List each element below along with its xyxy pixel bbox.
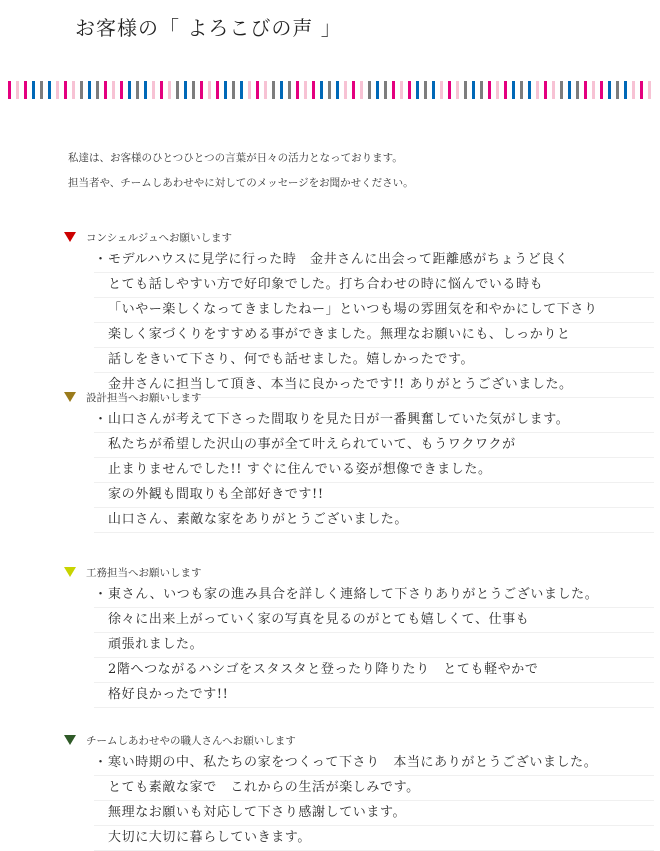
message-line [94,348,654,373]
message-line [94,633,654,658]
stripe-bar [56,81,59,99]
stripe-bar [8,81,11,99]
section-header [64,390,654,404]
stripe-bar [200,81,203,99]
section-construction [64,565,654,708]
stripe-bar [96,81,99,99]
triangle-marker-icon [64,392,76,402]
stripe-bar [152,81,155,99]
stripe-bar [560,81,563,99]
section-craftsmen [64,733,654,851]
stripe-bar [616,81,619,99]
message-line [94,433,654,458]
stripe-bar [240,81,243,99]
bullet-icon: ・ [94,587,108,602]
stripe-bar [168,81,171,99]
message-body [94,248,654,398]
message-line-text: 私たちが希望した沢山の事が全て叶えられていて、もうワクワクが [108,437,516,452]
message-line-text: 徐々に出来上がっていく家の写真を見るのがとても嬉しくて、仕事も [108,612,530,627]
stripe-bar [384,81,387,99]
message-line-text: 楽しく家づくりをすすめる事ができました。無理なお願いにも、しっかりと [108,327,571,342]
message-line-text: 山口さん、素敵な家をありがとうございました。 [108,512,408,527]
bullet-icon: ・ [94,412,108,427]
stripe-bar [440,81,443,99]
message-line-text: 格好良かったです!! [108,687,229,702]
message-line [94,483,654,508]
stripe-bar [392,81,395,99]
stripe-bar [88,81,91,99]
message-line [94,298,654,323]
color-stripe-divider [6,81,654,99]
page-title: お客様の「 よろこびの声 」 [75,16,342,40]
stripe-bar [512,81,515,99]
stripe-bar [424,81,427,99]
stripe-bar [160,81,163,99]
message-line [94,458,654,483]
stripe-bar [368,81,371,99]
stripe-bar [552,81,555,99]
stripe-bar [520,81,523,99]
stripe-bar [592,81,595,99]
stripe-bar [488,81,491,99]
intro-line-2: 担当者や、チームしあわせやに対してのメッセージをお聞かせください。 [68,177,414,189]
section-header [64,230,654,244]
stripe-bar [416,81,419,99]
stripe-bar [192,81,195,99]
stripe-bar [528,81,531,99]
message-line-text: モデルハウスに見学に行った時 金井さんに出会って距離感がちょうど良く [108,252,569,267]
message-line [94,608,654,633]
stripe-bar [472,81,475,99]
stripe-bar [272,81,275,99]
stripe-bar [568,81,571,99]
stripe-bar [72,81,75,99]
stripe-bar [120,81,123,99]
message-line [94,508,654,533]
message-line-text: とても話しやすい方で好印象でした。打ち合わせの時に悩んでいる時も [108,277,544,292]
stripe-bar [584,81,587,99]
message-line [94,776,654,801]
message-line [94,408,654,433]
section-label: 工務担当へお願いします [86,566,202,579]
stripe-bar [320,81,323,99]
stripe-bar [112,81,115,99]
bullet-icon: ・ [94,252,108,267]
message-line-text: 家の外観も間取りも全部好きです!! [108,487,324,502]
intro-text [68,146,414,196]
stripe-bar [208,81,211,99]
stripe-bar [448,81,451,99]
stripe-bar [64,81,67,99]
message-line [94,583,654,608]
stripe-bar [280,81,283,99]
stripe-bar [312,81,315,99]
stripe-bar [648,81,651,99]
section-header [64,733,654,747]
stripe-bar [376,81,379,99]
stripe-bar [632,81,635,99]
message-line-text: 「いやー楽しくなってきましたねー」といつも場の雰囲気を和やかにして下さり [108,302,598,317]
message-line [94,826,654,851]
message-body [94,583,654,708]
message-line-text: 話しをきいて下さり、何でも話せました。嬉しかったです。 [108,352,475,367]
stripe-bar [104,81,107,99]
message-line-text: とても素敵な家で これからの生活が楽しみです。 [108,780,420,795]
stripe-bar [288,81,291,99]
stripe-bar [464,81,467,99]
section-design [64,390,654,533]
message-line [94,751,654,776]
stripe-bar [600,81,603,99]
stripe-bar [496,81,499,99]
stripe-bar [24,81,27,99]
message-line [94,248,654,273]
section-concierge [64,230,654,398]
stripe-bar [144,81,147,99]
bullet-icon: ・ [94,755,108,770]
stripe-bar [296,81,299,99]
message-line [94,323,654,348]
stripe-bar [504,81,507,99]
section-label: コンシェルジュへお願いします [86,231,233,244]
stripe-bar [80,81,83,99]
message-line-text: 東さん、いつも家の進み具合を詳しく連絡して下さりありがとうございました。 [108,587,599,602]
section-label: 設計担当へお願いします [86,391,202,404]
stripe-bar [640,81,643,99]
message-line [94,658,654,683]
message-body [94,408,654,533]
stripe-bar [216,81,219,99]
stripe-bar [344,81,347,99]
stripe-bar [184,81,187,99]
triangle-marker-icon [64,232,76,242]
stripe-bar [224,81,227,99]
message-line-text: 山口さんが考えて下さった間取りを見た日が一番興奮していた気がします。 [108,412,570,427]
stripe-bar [360,81,363,99]
stripe-bar [480,81,483,99]
message-line [94,683,654,708]
stripe-bar [264,81,267,99]
section-header [64,565,654,579]
stripe-bar [304,81,307,99]
section-label: チームしあわせやの職人さんへお願いします [86,734,296,747]
stripe-bar [248,81,251,99]
message-line-text: 大切に大切に暮らしていきます。 [108,830,311,845]
message-body [94,751,654,851]
stripe-bar [176,81,179,99]
stripe-bar [408,81,411,99]
message-line-text: 金井さんに担当して頂き、本当に良かったです!! ありがとうございました。 [108,377,573,392]
message-line-text: 2階へつながるハシゴをスタスタと登ったり降りたり とても軽やかで [108,662,539,677]
stripe-bar [256,81,259,99]
stripe-bar [400,81,403,99]
stripe-bar [32,81,35,99]
message-line-text: 無理なお願いも対応して下さり感謝しています。 [108,805,407,820]
message-line-text: 止まりませんでした!! すぐに住んでいる姿が想像できました。 [108,462,492,477]
triangle-marker-icon [64,567,76,577]
stripe-bar [624,81,627,99]
stripe-bar [336,81,339,99]
stripe-bar [16,81,19,99]
intro-line-1: 私達は、お客様のひとつひとつの言葉が日々の活力となっております。 [68,152,403,164]
message-line-text: 寒い時期の中、私たちの家をつくって下さり 本当にありがとうございました。 [108,755,598,770]
stripe-bar [544,81,547,99]
stripe-bar [328,81,331,99]
message-line-text: 頑張れました。 [108,637,204,652]
message-line [94,801,654,826]
stripe-bar [432,81,435,99]
stripe-bar [352,81,355,99]
triangle-marker-icon [64,735,76,745]
stripe-bar [232,81,235,99]
message-line [94,273,654,298]
stripe-bar [576,81,579,99]
stripe-bar [128,81,131,99]
stripe-bar [456,81,459,99]
stripe-bar [48,81,51,99]
stripe-bar [136,81,139,99]
stripe-bar [40,81,43,99]
stripe-bar [608,81,611,99]
stripe-bar [536,81,539,99]
